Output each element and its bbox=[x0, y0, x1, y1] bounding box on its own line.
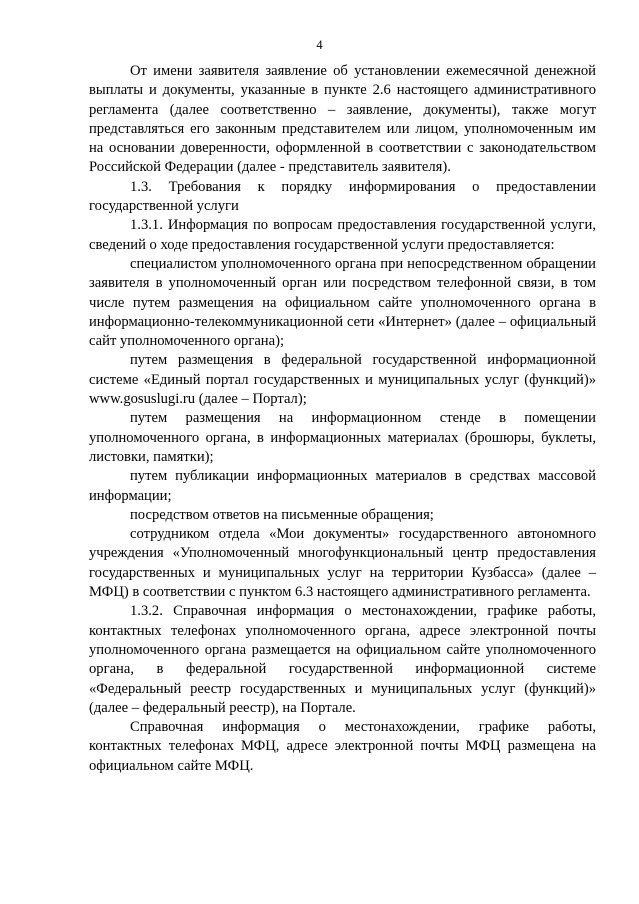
list-item-mfc: сотрудником отдела «Мои документы» государственного автономного учреждения «Уполномоченный многофункциональный центр предоставления государственных и муниципальных услуг на территории Кузбасса» (далее – МФЦ) в соответствии с пунктом 6.3 настоящего административного регламента. bbox=[89, 526, 596, 601]
list-item-specialist: специалистом уполномоченного органа при непосредственном обращении заявителя в уполномоченный орган или посредством телефонной связи, в том числе путем размещения на официальном сайте уполномоченного органа в информационно-телекоммуникационной сети «Интернет» (далее – официальный сайт уполномоченного органа); bbox=[89, 255, 596, 350]
section-heading-1-3: 1.3. Требования к порядку информирования о предоставлении государственной услуги bbox=[89, 178, 596, 215]
list-item-mass-media: путем публикации информационных материалов в средствах массовой информации; bbox=[89, 468, 596, 504]
paragraph-1-3-1: 1.3.1. Информация по вопросам предоставления государственной услуги, сведений о ходе предоставления государственной услуги предоставляется: bbox=[89, 217, 596, 253]
paragraph-applicant-representative: От имени заявителя заявление об установлении ежемесячной денежной выплаты и документы, указанные в пункте 2.6 настоящего административного регламента (далее соответственно – заявление, документы), также могут представляться его законным представителем или лицом, уполномоченным им на основании доверенности, оформленной в соответствии с законодательством Российской Федерации (далее - представитель заявителя). bbox=[89, 63, 596, 176]
list-item-info-stand: путем размещения на информационном стенде в помещении уполномоченного органа, в информационных материалах (брошюры, буклеты, листовки, памятки); bbox=[89, 410, 596, 465]
list-item-written-requests: посредством ответов на письменные обращения; bbox=[130, 506, 434, 523]
list-item-portal: путем размещения в федеральной государственной информационной системе «Единый портал государственных и муниципальных услуг (функций)» www.gosuslugi.ru (далее – Портал); bbox=[89, 352, 596, 408]
paragraph-mfc-reference-info: Справочная информация о местонахождении, графике работы, контактных телефонах МФЦ, адресе электронной почты МФЦ размещена на официальном сайте МФЦ. bbox=[89, 719, 596, 774]
paragraph-1-3-2: 1.3.2. Справочная информация о местонахождении, графике работы, контактных телефонах уполномоченного органа, адресе электронной почты уполномоченного органа размещается на официальном сайте уполномоченного органа, в федеральной государственной информационной системе «Федеральный реестр государственных и муниципальных услуг (функций)» (далее – федеральный реестр), на Портале. bbox=[89, 603, 596, 716]
page-number: 4 bbox=[316, 38, 323, 52]
document-body bbox=[89, 62, 596, 776]
